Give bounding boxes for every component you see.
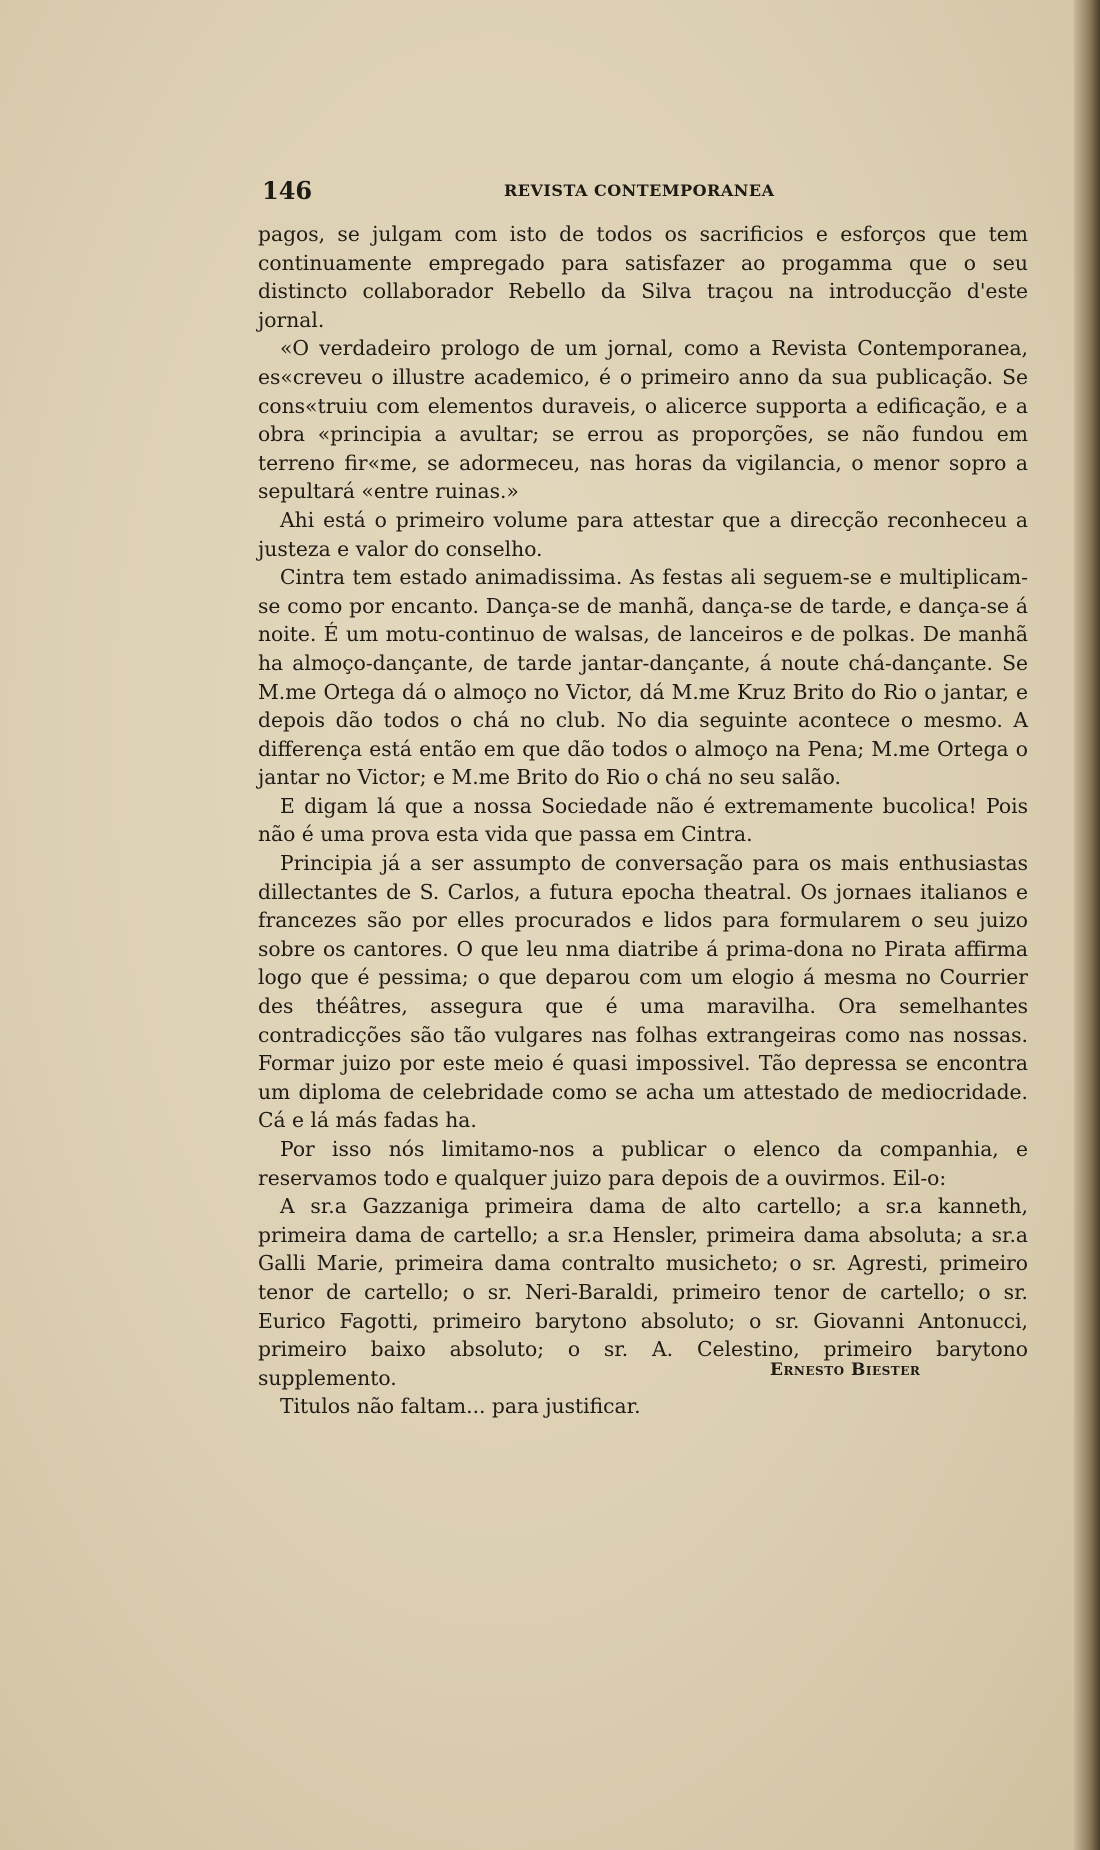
article-body [258,220,1028,1421]
author-signature: Ernesto Biester [770,1360,921,1380]
paragraph: Ahi está o primeiro volume para attestar que a direcção reconheceu a justeza e valor do conselho. [258,507,1028,561]
paragraph-cast-list: A sr.a Gazzaniga primeira dama de alto cartello; a sr.a kanneth, primeira dama de cartello; a sr.a Hensler, primeira dama absoluta; a sr.a Galli Marie, primeira dama contralto musicheto; o sr. Agresti, primeiro tenor de cartello; o sr. Neri-Baraldi, primeiro tenor de cartello; o sr. Eurico Fagotti, primeiro barytono absoluto; o sr. Giovanni Antonucci, primeiro baixo absoluto; o sr. A. Celestino, primeiro barytono supplemento. [258,1194,1028,1390]
paragraph: E digam lá que a nossa Sociedade não é extremamente bucolica! Pois não é uma prova esta vida que passa em Cintra. [258,793,1028,847]
paragraph: Por isso nós limitamo-nos a publicar o elenco da companhia, e reservamos todo e qualquer juizo para depois de a ouvirmos. Eil-o: [258,1137,1028,1190]
paragraph-continuation: pagos, se julgam com isto de todos os sacrificios e esforços que tem continuamente empregado para satisfazer ao progamma que o seu distincto collaborador Rebello da Silva traçou na introducção d'este jornal. [258,222,1028,332]
paragraph: Titulos não faltam... para justificar. [280,1394,641,1419]
page-header [262,176,1022,206]
paragraph: Principia já a ser assumpto de conversação para os mais enthusiastas dillectantes de S. Carlos, a futura epocha theatral. Os jornaes italianos e francezes são por elles procurados e lidos para formularem o seu juizo sobre os cantores. O que leu nma diatribe á prima-dona no Pirata affirma logo que é pessima; o que deparou com um elogio á mesma no Courrier des théâtres, assegura que é uma maravilha. Ora semelhantes contradicções são tão vulgares nas folhas extrangeiras como nas nossas. Formar juizo por este meio é quasi impossivel. Tão depressa se encontra um diploma de celebridade como se acha um attestado de mediocridade. Cá e lá más fadas ha. [258,851,1028,1133]
page-number: 146 [262,176,313,205]
running-head: REVISTA CONTEMPORANEA [504,181,775,200]
paragraph-quote: «O verdadeiro prologo de um jornal, como a Revista Contemporanea, es«creveu o illustre academico, é o primeiro anno da sua publicação. Se cons«truiu com elementos duraveis, o alicerce supporta a edificação, e a obra «principia a avultar; se errou as proporções, se não fundou em terreno fir«me, se adormeceu, nas horas da vigilancia, o menor sopro a sepultará «entre ruinas.» [258,336,1028,504]
page-edge-shadow [1074,0,1100,1850]
paragraph: Cintra tem estado animadissima. As festas ali seguem-se e multiplicam-se como por encanto. Dança-se de manhã, dança-se de tarde, e dança-se á noite. É um motu-continuo de walsas, de lanceiros e de polkas. De manhã ha almoço-dançante, de tarde jantar-dançante, á noute chá-dançante. Se M.me Ortega dá o almoço no Victor, dá M.me Kruz Brito do Rio o jantar, e depois dão todos o chá no club. No dia seguinte acontece o mesmo. A differença está então em que dão todos o almoço na Pena; M.me Ortega o jantar no Victor; e M.me Brito do Rio o chá no seu salão. [258,565,1028,790]
